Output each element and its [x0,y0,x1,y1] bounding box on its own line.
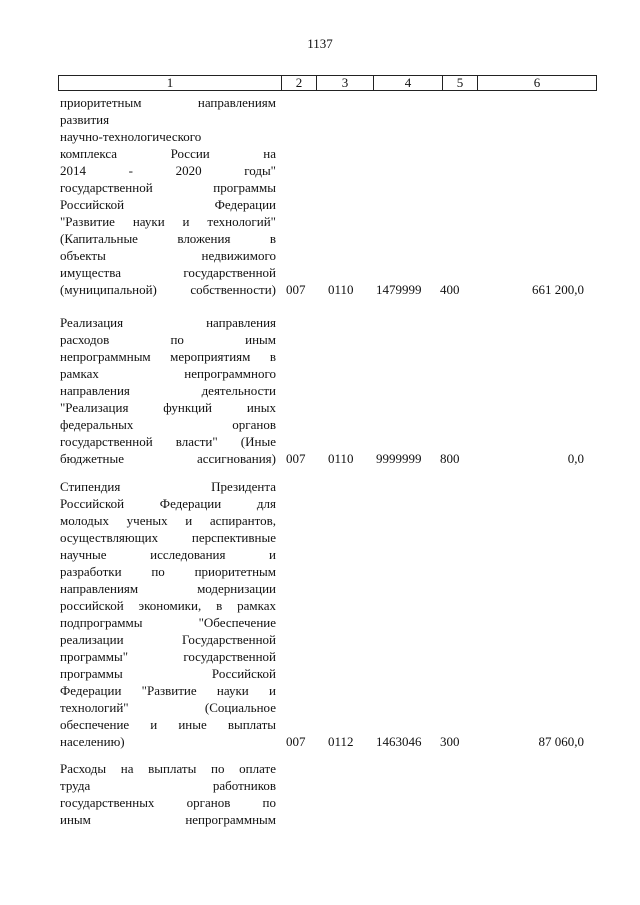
description-line: государственной программы [60,180,276,195]
description-line: федеральных органов [60,417,276,432]
column-header-3: 3 [317,76,374,91]
table-row-description [60,760,276,828]
table-cell-col3: 0112 [328,734,354,749]
description-line: приоритетным направлениям [60,95,276,110]
table-cell-col5: 300 [440,734,460,749]
description-line: (муниципальной) собственности) [60,282,276,297]
description-line: направлениям модернизации [60,581,276,596]
table-row-description [60,478,276,750]
table-cell-col3: 0110 [328,451,354,466]
description-line: (Капитальные вложения в [60,231,276,246]
description-line: научно-технологического [60,129,202,144]
column-header-5: 5 [443,76,478,91]
description-line: Расходы на выплаты по оплате [60,761,276,776]
description-line: Российской Федерации для [60,496,276,511]
description-line: программы" государственной [60,649,276,664]
description-line: Российской Федерации [60,197,276,212]
page-number: 1137 [307,36,333,51]
description-line: бюджетные ассигнования) [60,451,276,466]
description-line: рамках непрограммного [60,366,276,381]
table-cell-col5: 800 [440,451,460,466]
description-line: Федерации "Развитие науки и [60,683,276,698]
table-row-description [60,94,276,298]
table-cell-col2: 007 [286,282,306,297]
column-header-6: 6 [478,76,597,91]
description-line: реализации Государственной [60,632,276,647]
description-line: программы Российской [60,666,276,681]
description-line: научные исследования и [60,547,276,562]
description-line: объекты недвижимого [60,248,276,263]
description-line: разработки по приоритетным [60,564,276,579]
description-line: непрограммным мероприятиям в [60,349,276,364]
description-line: развития [60,112,110,127]
table-cell-amount: 87 060,0 [538,734,584,749]
description-line: молодых ученых и аспирантов, [60,513,276,528]
description-line: Реализация направления [60,315,276,330]
description-line: технологий" (Социальное [60,700,276,715]
description-line: имущества государственной [60,265,276,280]
column-header-row [58,75,597,91]
description-line: комплекса России на [60,146,276,161]
description-line: российской экономики, в рамках [60,598,276,613]
table-cell-col4: 1463046 [376,734,422,749]
description-line: осуществляющих перспективные [60,530,276,545]
description-line: "Развитие науки и технологий" [60,214,276,229]
table-cell-col4: 1479999 [376,282,422,297]
table-cell-col2: 007 [286,451,306,466]
column-header-4: 4 [374,76,443,91]
description-line: населению) [60,734,125,749]
table-cell-amount: 0,0 [567,451,584,466]
column-header-2: 2 [282,76,317,91]
description-line: "Реализация функций иных [60,400,276,415]
column-header-1: 1 [59,76,282,91]
table-cell-amount: 661 200,0 [532,282,584,297]
table-cell-col2: 007 [286,734,306,749]
description-line: труда работников [60,778,276,793]
description-line: направления деятельности [60,383,276,398]
description-line: Стипендия Президента [60,479,276,494]
description-line: расходов по иным [60,332,276,347]
description-line: обеспечение и иные выплаты [60,717,276,732]
description-line: государственной власти" (Иные [60,434,276,449]
description-line: 2014 - 2020 годы" [60,163,276,178]
table-row-description [60,314,276,467]
description-line: иным непрограммным [60,812,276,827]
description-line: подпрограммы "Обеспечение [60,615,276,630]
table-cell-col3: 0110 [328,282,354,297]
description-line: государственных органов по [60,795,276,810]
table-cell-col5: 400 [440,282,460,297]
table-cell-col4: 9999999 [376,451,422,466]
